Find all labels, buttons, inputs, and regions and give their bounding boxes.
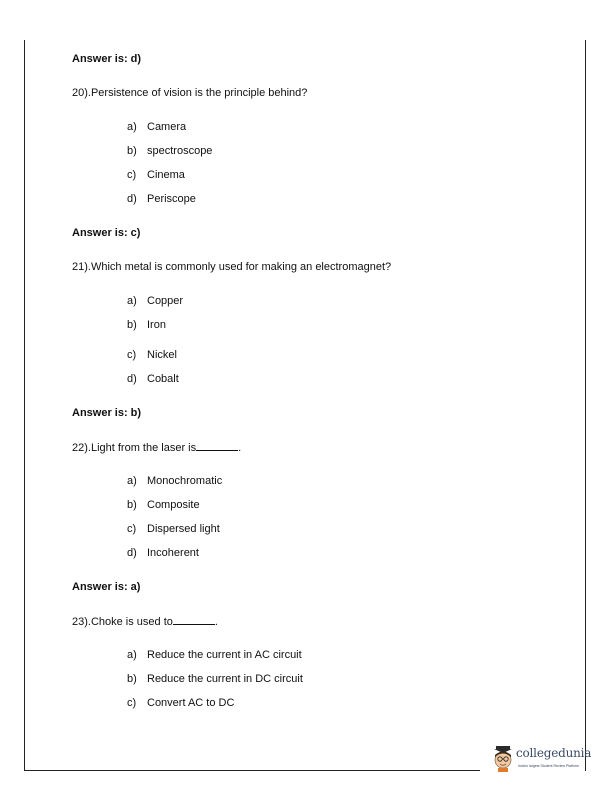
answer-20: Answer is: c) <box>72 227 141 239</box>
collegedunia-logo: collegedunia India's largest Student Review Platform <box>491 744 585 776</box>
mascot-icon <box>491 746 515 772</box>
q21-option-a: a) Copper <box>127 295 184 307</box>
question-23: 23).Choke is used to . <box>72 616 218 628</box>
q20-option-a: a) Camera <box>127 121 187 133</box>
answer-22: Answer is: a) <box>72 581 141 593</box>
q22-option-b: b) Composite <box>127 499 200 511</box>
q23-option-c: c) Convert AC to DC <box>127 697 235 709</box>
q21-option-d: d) Cobalt <box>127 373 179 385</box>
q22-option-d: d) Incoherent <box>127 547 199 559</box>
q20-option-b: b) spectroscope <box>127 145 213 157</box>
q23-option-a: a) Reduce the current in AC circuit <box>127 649 302 661</box>
q22-option-a: a) Monochromatic <box>127 475 223 487</box>
question-20: 20).Persistence of vision is the principle behind? <box>72 87 308 99</box>
question-22: 22).Light from the laser is . <box>72 442 242 454</box>
q22-option-c: c) Dispersed light <box>127 523 220 535</box>
answer-19: Answer is: d) <box>72 53 142 65</box>
q20-option-c: c) Cinema <box>127 169 185 181</box>
answer-blank <box>196 441 238 451</box>
question-21: 21).Which metal is commonly used for making an electromagnet? <box>72 261 392 273</box>
q21-option-b: b) Iron <box>127 319 166 331</box>
page-border-bottom <box>24 770 480 771</box>
answer-blank <box>173 615 215 625</box>
page-border-right <box>585 40 586 771</box>
q21-option-c: c) Nickel <box>127 349 177 361</box>
q23-option-b: b) Reduce the current in DC circuit <box>127 673 303 685</box>
page-border-left <box>24 40 25 771</box>
answer-21: Answer is: b) <box>72 407 142 419</box>
q20-option-d: d) Periscope <box>127 193 196 205</box>
